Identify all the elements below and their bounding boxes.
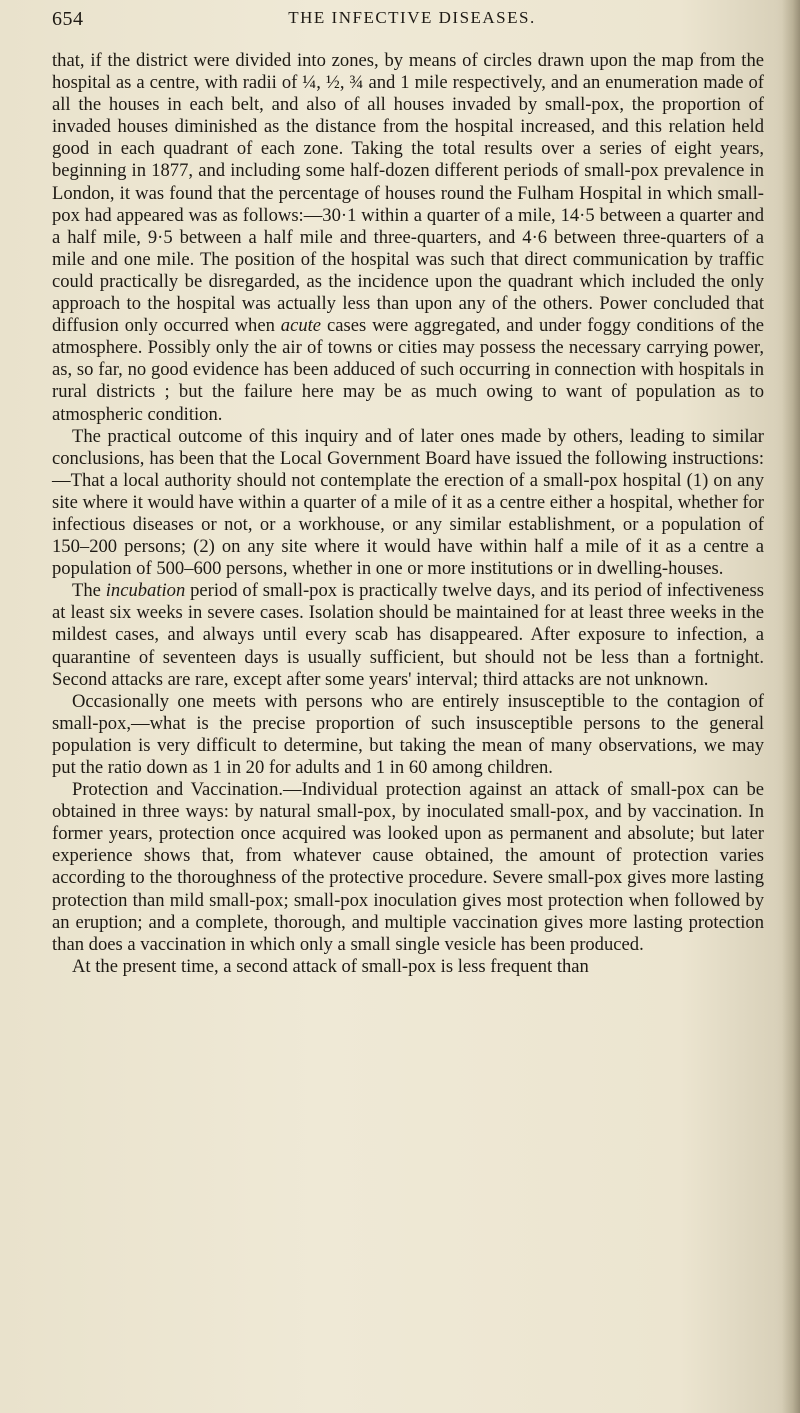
paragraph bbox=[52, 580, 764, 690]
text-run: period of small-pox is practically twelve days, and its period of infectiveness at least six weeks in severe cases. Isolation should be maintained for at least three weeks in the mildest cases, and always until every scab has disappeared. After exposure to infection, a quarantine of seventeen days is usually sufficient, but should not be less than a fortnight. Second attacks are rare, except after some years' interval; third attacks are not unknown. bbox=[52, 580, 765, 690]
text-run: The practical outcome of this inquiry and of later ones made by others, leading to similar conclusions, has been that the Local Government Board have issued the following instructions:—That a local authority should not contemplate the erection of a small-pox hospital (1) on any site where it would have within a quarter of a mile of it as a centre either a hospital, whether for infectious diseases or not, or a workhouse, or any similar establishment, or a population of 150–200 persons; (2) on any site where it would have within half a mile of it as a centre a population of 500–600 persons, whether in one or more institutions or in dwelling-houses. bbox=[52, 425, 764, 580]
text-run: Occasionally one meets with persons who are entirely insusceptible to the contagion of small-pox,—what is the precise proportion of such insusceptible persons to the general population is very difficult to determine, but taking the mean of many observations, we may put the ratio down as 1 in 20 for adults and 1 in 60 among children. bbox=[52, 690, 764, 778]
paragraph bbox=[52, 426, 764, 581]
text-run: cases were aggregated, and under foggy conditions of the atmosphere. Possibly only the air of towns or cities may possess the necessary carrying power, as, so far, no good evidence has been adduced of such occurring in connection with hospitals in rural districts ; but the failure here may be as much owing to want of population as to atmospheric condition. bbox=[52, 315, 764, 425]
paragraph bbox=[52, 50, 764, 426]
text-run: Protection and Vaccination.—Individual protection against an attack of small-pox can be obtained in three ways: by natural small-pox, by inoculated small-pox, and by vaccination. In former years, protection once acquired was looked upon as permanent and absolute; but later experience shows that, from whatever cause obtained, the amount of protection varies according to the thoroughness of the protective procedure. Severe small-pox gives more lasting protection than mild small-pox; small-pox inoculation gives most protection when followed by an eruption; and a complete, thorough, and multiple vaccination gives more lasting protection than does a vaccination in which only a small single vesicle has been produced. bbox=[52, 779, 764, 955]
italic-term: incubation bbox=[105, 580, 186, 602]
paragraph bbox=[52, 691, 764, 779]
text-run: The bbox=[72, 580, 106, 602]
page-number: 654 bbox=[52, 8, 84, 30]
italic-term: acute bbox=[280, 315, 322, 337]
paragraph bbox=[52, 956, 764, 978]
page-header bbox=[52, 8, 772, 38]
text-run: that, if the district were divided into zones, by means of circles drawn upon the map from the hospital as a centre, with radii of ¼, ½, ¾ and 1 mile respectively, and an enumeration made of all the houses in each belt, and also of all houses invaded by small-pox, the proportion of invaded houses diminished as the distance from the hospital increased, and this relation held good in each quadrant of each zone. Taking the total results over a series of eight years, beginning in 1877, and including some half-dozen different periods of small-pox prevalence in London, it was found that the percentage of houses round the Fulham Hospital in which small-pox had appeared was as follows:—30·1 within a quarter of a mile, 14·5 between a quarter and a half mile, 9·5 between a half mile and three-quarters, and 4·6 between three-quarters of a mile and one mile. The position of the hospital was such that direct communication by traffic could practically be disregarded, as the incidence upon the quadrant which included the only approach to the hospital was actually less than upon any of the others. Power concluded that diffusion only occurred when bbox=[52, 50, 764, 337]
paragraph bbox=[52, 779, 764, 956]
page-edge-shadow bbox=[782, 0, 800, 1413]
body-text bbox=[52, 50, 764, 978]
text-run: At the present time, a second attack of small-pox is less frequent than bbox=[72, 955, 589, 977]
running-head: THE INFECTIVE DISEASES. bbox=[288, 8, 536, 27]
